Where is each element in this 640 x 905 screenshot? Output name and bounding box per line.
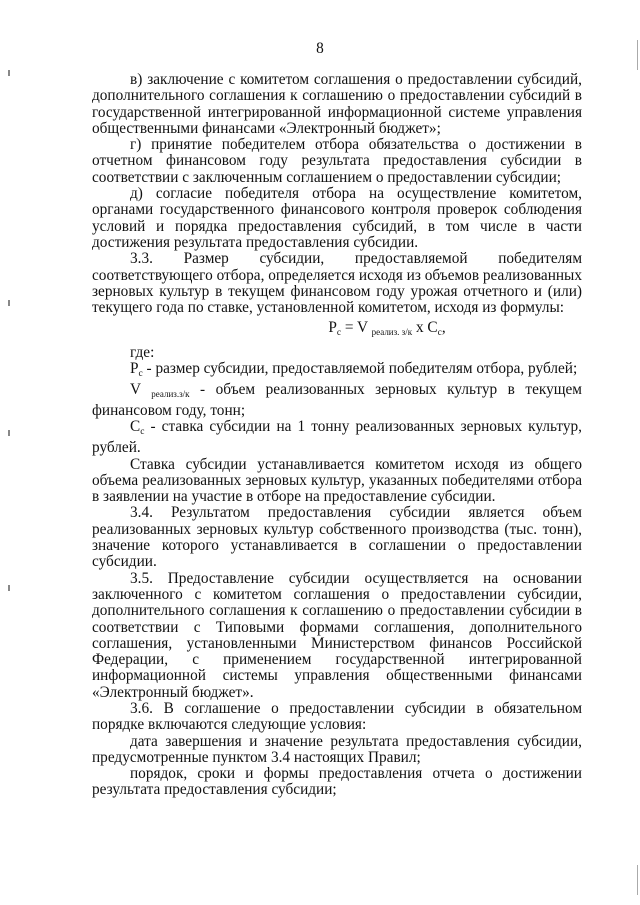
- paragraph-d: д) согласие победителя отбора на осуществление комитетом, органами государственного финансового контроля проверок соблюдения условий и порядка предоставления субсидий, в том числе в части достижения результата предоставления субсидии.: [92, 185, 582, 251]
- def-v-sub: реализ.з/к: [151, 389, 190, 400]
- def-pc-sub: c: [138, 369, 143, 380]
- paragraph-condition-date: дата завершения и значение результата предоставления субсидии, предусмотренные пунктом 3.4 настоящих Правил;: [92, 732, 582, 766]
- formula-lhs-sub: c: [336, 328, 342, 339]
- formula-v-sub: реализ. з/к: [371, 327, 413, 338]
- def-pc-symbol: P: [130, 360, 139, 378]
- def-cc-symbol: C: [130, 417, 141, 435]
- def-v-text: - объем реализованных зерновых культур в текущем финансовом году, тонн;: [92, 381, 582, 419]
- paragraph-3-6: 3.6. В соглашение о предоставлении субсидии в обязательном порядке включаются следующие условия:: [92, 699, 582, 734]
- def-pc-text: - размер субсидии, предоставляемой победителям отбора, рублей;: [142, 360, 578, 378]
- paragraph-condition-report: порядок, сроки и формы предоставления отчета о достижении результата предоставления субсидии;: [92, 765, 582, 799]
- formula-lhs: P: [328, 319, 337, 337]
- scan-edge-mark: [8, 70, 10, 76]
- def-v-symbol: V: [130, 381, 152, 399]
- formula-times: x C: [412, 319, 438, 337]
- paragraph-3-3: 3.3. Размер субсидии, предоставляемой победителям соответствующего отбора, определяется исходя из объемов реализованных зерновых культур в текущем финансовом году урожая отчетного и (или) текущего года по ставке, установленной комитетом, исходя из формулы:: [92, 250, 582, 317]
- definition-pc: [92, 361, 582, 382]
- formula-eq: = V: [341, 319, 372, 337]
- formula-c-sub: c: [437, 328, 442, 339]
- where-label: где:: [130, 343, 155, 361]
- formula-end: ,: [441, 319, 446, 337]
- paragraph-3-4: 3.4. Результатом предоставления субсидии является объем реализованных зерновых культур собственного производства (тыс. тонн), значение которого устанавливается в соглашении о предоставлении субсидии.: [92, 504, 582, 571]
- scan-edge-mark: [8, 300, 10, 306]
- page-number: 8: [316, 40, 324, 57]
- paragraph-g: г) принятие победителем отбора обязательства о достижении в отчетном финансовом году результата предоставления субсидии в соответствии с заключенным соглашением о предоставлении субсидии;: [92, 136, 582, 186]
- scan-edge-mark: [637, 865, 638, 895]
- scan-edge-mark: [8, 585, 10, 591]
- paragraph-3-5: 3.5. Предоставление субсидии осуществляется на основании заключенного с комитетом соглашения о предоставлении субсидии, дополнительного соглашения к соглашению о предоставлении субсидии в соответствии с Типовыми формами соглашения, дополнительного соглашения, установленными Министерством финансов Российской Федерации, с применением государственной интегрированной информационной системы управления общественными финансами «Электронный бюджет».: [92, 569, 582, 701]
- def-cc-sub: c: [140, 426, 145, 437]
- paragraph-v: в) заключение с комитетом соглашения о предоставлении субсидий, дополнительного соглашения к соглашению о предоставлении субсидий в государственной интегрированной информационной системе управления общественными финансами «Электронный бюджет»;: [92, 71, 582, 137]
- definition-cc: [92, 419, 582, 457]
- subsidy-formula: [92, 320, 582, 341]
- definition-v: [92, 382, 582, 419]
- scan-edge-mark: [8, 430, 10, 436]
- paragraph-rate: Ставка субсидии устанавливается комитетом исходя из общего объема реализованных зерновых культур, указанных победителями отбора в заявлении на участие в отборе на предоставление субсидии.: [92, 455, 582, 506]
- body-text: [92, 72, 582, 799]
- def-cc-text: - ставка субсидии на 1 тонну реализованных зерновых культур, рублей.: [92, 417, 582, 457]
